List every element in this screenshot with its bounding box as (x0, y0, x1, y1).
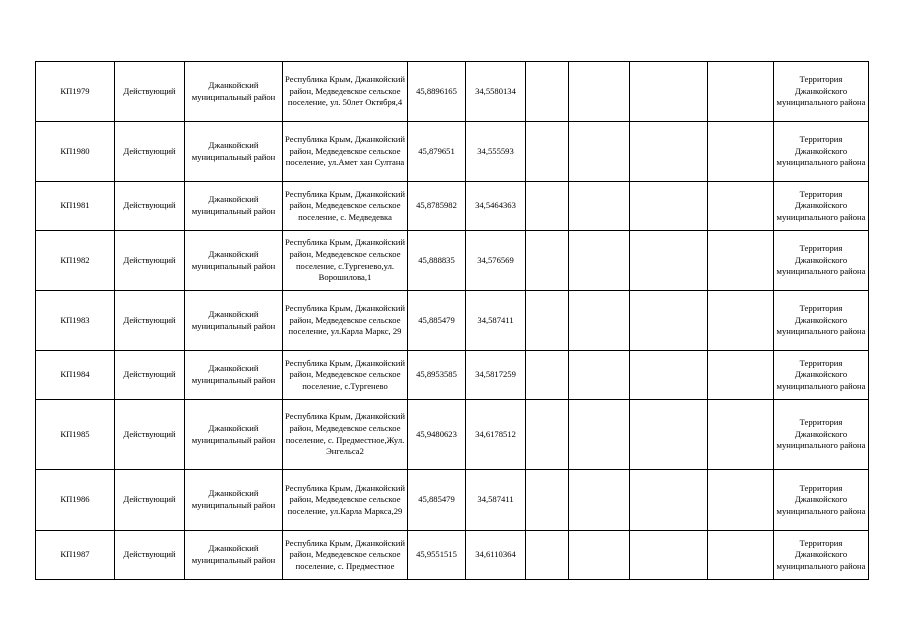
cell-status: Действующий (115, 62, 185, 122)
cell-district: Джанкойский муниципальный район (185, 122, 283, 182)
cell-longitude: 34,5464363 (466, 182, 526, 231)
cell-empty (708, 351, 774, 400)
cell-empty (708, 470, 774, 531)
cell-empty (630, 351, 708, 400)
cell-district: Джанкойский муниципальный район (185, 231, 283, 291)
cell-address: Республика Крым, Джанкойский район, Медведевское сельское поселение, с. Медведевка (283, 182, 408, 231)
table-row (36, 231, 869, 291)
cell-address: Республика Крым, Джанкойский район, Медведевское сельское поселение, ул.Карла Маркса,29 (283, 470, 408, 531)
table-row (36, 291, 869, 351)
table-row (36, 62, 869, 122)
cell-empty (526, 291, 569, 351)
cell-empty (526, 400, 569, 470)
cell-empty (630, 231, 708, 291)
cell-status: Действующий (115, 231, 185, 291)
cell-territory: Территория Джанкойского муниципального района (774, 62, 869, 122)
cell-empty (569, 400, 630, 470)
cell-empty (526, 531, 569, 580)
cell-empty (630, 531, 708, 580)
cell-address: Республика Крым, Джанкойский район, Медведевское сельское поселение, с.Тургенево (283, 351, 408, 400)
cell-empty (569, 531, 630, 580)
cell-id: КП1986 (36, 470, 115, 531)
cell-latitude: 45,888835 (408, 231, 466, 291)
cell-district: Джанкойский муниципальный район (185, 182, 283, 231)
cell-empty (630, 122, 708, 182)
cell-address: Республика Крым, Джанкойский район, Медведевское сельское поселение, ул. 50лет Октября,4 (283, 62, 408, 122)
cell-territory: Территория Джанкойского муниципального района (774, 182, 869, 231)
cell-latitude: 45,885479 (408, 291, 466, 351)
table-row (36, 182, 869, 231)
cell-district: Джанкойский муниципальный район (185, 291, 283, 351)
table-row (36, 531, 869, 580)
cell-empty (708, 122, 774, 182)
cell-address: Республика Крым, Джанкойский район, Медведевское сельское поселение, ул.Амет хан Султана (283, 122, 408, 182)
cell-empty (708, 62, 774, 122)
cell-longitude: 34,5580134 (466, 62, 526, 122)
cell-id: КП1981 (36, 182, 115, 231)
cell-longitude: 34,587411 (466, 291, 526, 351)
table-row (36, 470, 869, 531)
cell-latitude: 45,879651 (408, 122, 466, 182)
cell-longitude: 34,576569 (466, 231, 526, 291)
cell-id: КП1984 (36, 351, 115, 400)
cell-latitude: 45,885479 (408, 470, 466, 531)
cell-latitude: 45,8953585 (408, 351, 466, 400)
cell-address: Республика Крым, Джанкойский район, Медведевское сельское поселение, с. Предместное (283, 531, 408, 580)
cell-territory: Территория Джанкойского муниципального района (774, 351, 869, 400)
cell-empty (569, 291, 630, 351)
cell-empty (708, 182, 774, 231)
cell-empty (630, 470, 708, 531)
cell-territory: Территория Джанкойского муниципального района (774, 400, 869, 470)
cell-id: КП1979 (36, 62, 115, 122)
cell-address: Республика Крым, Джанкойский район, Медведевское сельское поселение, с.Тургенево,ул. Ворошилова,1 (283, 231, 408, 291)
cell-status: Действующий (115, 351, 185, 400)
cell-empty (526, 62, 569, 122)
cell-empty (526, 122, 569, 182)
table-body (36, 62, 869, 580)
cell-empty (526, 231, 569, 291)
table-row (36, 122, 869, 182)
cell-district: Джанкойский муниципальный район (185, 531, 283, 580)
cell-status: Действующий (115, 182, 185, 231)
cell-empty (526, 351, 569, 400)
cell-longitude: 34,5817259 (466, 351, 526, 400)
cell-id: КП1983 (36, 291, 115, 351)
table-row (36, 351, 869, 400)
cell-empty (569, 231, 630, 291)
cell-empty (569, 122, 630, 182)
cell-district: Джанкойский муниципальный район (185, 351, 283, 400)
cell-territory: Территория Джанкойского муниципального района (774, 231, 869, 291)
cell-empty (708, 291, 774, 351)
cell-status: Действующий (115, 122, 185, 182)
cell-status: Действующий (115, 291, 185, 351)
cell-empty (630, 400, 708, 470)
cell-id: КП1987 (36, 531, 115, 580)
cell-empty (569, 470, 630, 531)
cell-id: КП1982 (36, 231, 115, 291)
registry-table (35, 61, 869, 580)
cell-status: Действующий (115, 531, 185, 580)
cell-empty (569, 62, 630, 122)
cell-status: Действующий (115, 470, 185, 531)
cell-empty (708, 400, 774, 470)
cell-empty (708, 231, 774, 291)
cell-latitude: 45,9551515 (408, 531, 466, 580)
cell-id: КП1980 (36, 122, 115, 182)
document-page (35, 61, 868, 580)
cell-latitude: 45,9480623 (408, 400, 466, 470)
cell-territory: Территория Джанкойского муниципального района (774, 470, 869, 531)
cell-status: Действующий (115, 400, 185, 470)
cell-address: Республика Крым, Джанкойский район, Медведевское сельское поселение, с. Предместное,Жул. Энгельса2 (283, 400, 408, 470)
cell-longitude: 34,587411 (466, 470, 526, 531)
cell-empty (708, 531, 774, 580)
cell-empty (526, 182, 569, 231)
cell-longitude: 34,555593 (466, 122, 526, 182)
cell-territory: Территория Джанкойского муниципального района (774, 531, 869, 580)
cell-empty (630, 62, 708, 122)
table-row (36, 400, 869, 470)
cell-empty (526, 470, 569, 531)
cell-longitude: 34,6178512 (466, 400, 526, 470)
cell-empty (569, 351, 630, 400)
cell-district: Джанкойский муниципальный район (185, 470, 283, 531)
cell-latitude: 45,8785982 (408, 182, 466, 231)
cell-longitude: 34,6110364 (466, 531, 526, 580)
cell-district: Джанкойский муниципальный район (185, 62, 283, 122)
cell-id: КП1985 (36, 400, 115, 470)
cell-empty (630, 291, 708, 351)
cell-territory: Территория Джанкойского муниципального района (774, 122, 869, 182)
cell-empty (630, 182, 708, 231)
cell-district: Джанкойский муниципальный район (185, 400, 283, 470)
cell-address: Республика Крым, Джанкойский район, Медведевское сельское поселение, ул.Карла Маркс, 29 (283, 291, 408, 351)
cell-territory: Территория Джанкойского муниципального района (774, 291, 869, 351)
cell-latitude: 45,8896165 (408, 62, 466, 122)
cell-empty (569, 182, 630, 231)
